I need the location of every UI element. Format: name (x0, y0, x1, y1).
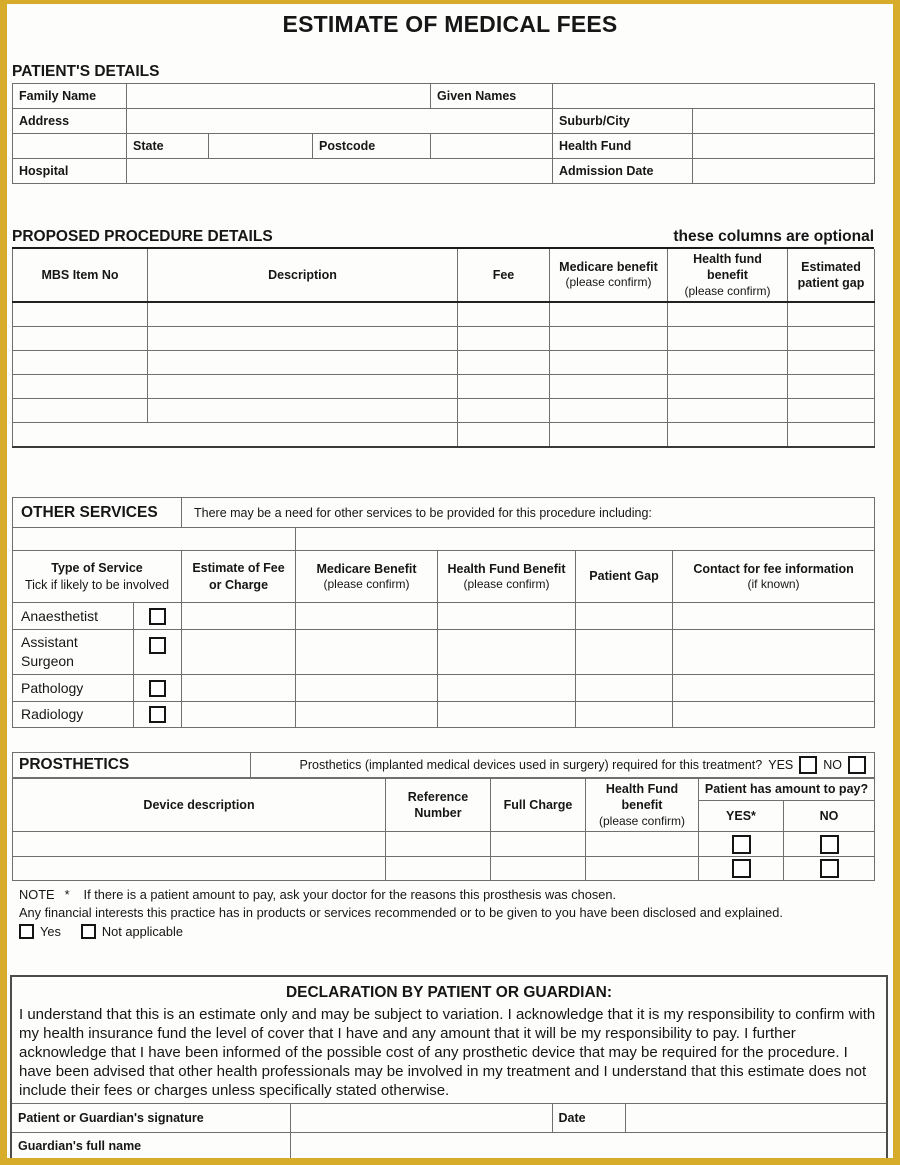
procedure-header-row (13, 249, 875, 302)
procedure-cell[interactable] (788, 326, 875, 350)
procedure-cell[interactable] (788, 374, 875, 398)
pay-yes-checkbox[interactable] (732, 835, 751, 854)
radiology-tick-cell[interactable] (134, 702, 182, 728)
procedure-cell[interactable] (458, 422, 550, 447)
postcode-label: Postcode (313, 134, 431, 159)
other-services-intro: There may be a need for other services to be provided for this procedure including: (182, 498, 875, 528)
note-text: If there is a patient amount to pay, ask your doctor for the reasons this prosthesis was chosen. (83, 887, 617, 903)
prosthetics-no-label: NO (823, 758, 842, 773)
anaesthetist-healthfund-cell[interactable] (438, 603, 576, 630)
prosthetics-row (13, 857, 875, 881)
financial-interests-choices (12, 924, 888, 939)
prosthetics-heading: PROSTHETICS (13, 753, 251, 778)
full-charge-cell[interactable] (491, 832, 586, 857)
radiology-medicare-cell[interactable] (296, 702, 438, 728)
anaesthetist-gap-cell[interactable] (576, 603, 673, 630)
reference-number-cell[interactable] (386, 857, 491, 881)
pay-no-cell[interactable] (784, 832, 875, 857)
procedure-heading-row (12, 228, 874, 249)
signature-label: Patient or Guardian's signature (12, 1104, 290, 1133)
pros-health-fund-cell[interactable] (586, 832, 699, 857)
full-charge-header: Full Charge (491, 779, 586, 832)
date-label: Date (552, 1104, 625, 1133)
pros-health-fund-header: Health Fund benefit (please confirm) (586, 779, 699, 832)
given-names-input[interactable] (553, 84, 875, 109)
procedure-table (12, 249, 875, 448)
pathology-tick-cell[interactable] (134, 675, 182, 702)
anaesthetist-contact-cell[interactable] (673, 603, 875, 630)
procedure-cell[interactable] (13, 302, 148, 326)
hospital-label: Hospital (13, 159, 127, 184)
procedure-cell[interactable] (788, 398, 875, 422)
other-services-heading: OTHER SERVICES (13, 498, 182, 528)
health-fund-input[interactable] (693, 134, 875, 159)
pay-yes-cell[interactable] (699, 832, 784, 857)
procedure-cell[interactable] (550, 326, 668, 350)
pathology-checkbox[interactable] (149, 680, 166, 697)
description-header: Description (148, 249, 458, 302)
pathology-contact-cell[interactable] (673, 675, 875, 702)
radiology-healthfund-cell[interactable] (438, 702, 576, 728)
radiology-checkbox[interactable] (149, 706, 166, 723)
postcode-input[interactable] (431, 134, 553, 159)
procedure-row (13, 422, 875, 447)
contact-fee-info-header: Contact for fee information (if known) (673, 551, 875, 603)
procedure-cell[interactable] (668, 398, 788, 422)
financial-not-applicable-label: Not applicable (101, 924, 183, 940)
procedure-cell[interactable] (458, 350, 550, 374)
procedure-cell[interactable] (668, 350, 788, 374)
procedure-cell[interactable] (458, 398, 550, 422)
assistant-surgeon-tick-cell[interactable] (134, 630, 182, 675)
prosthetics-title-row (13, 753, 875, 778)
other-services-table (12, 497, 875, 728)
procedure-cell[interactable] (668, 326, 788, 350)
admission-date-label: Admission Date (553, 159, 693, 184)
pay-no-header: NO (784, 801, 875, 832)
pathology-estimate-cell[interactable] (182, 675, 296, 702)
table-row (13, 109, 875, 134)
health-fund-label: Health Fund (553, 134, 693, 159)
service-row-assistant-surgeon (13, 630, 875, 675)
assistant-surgeon-label: Assistant Surgeon (13, 630, 134, 675)
prosthetics-yes-label: YES (768, 758, 794, 773)
procedure-cell[interactable] (148, 302, 458, 326)
patient-gap-header: Patient Gap (576, 551, 673, 603)
pros-health-fund-cell[interactable] (586, 857, 699, 881)
os-health-fund-benefit-header: Health Fund Benefit (please confirm) (438, 551, 576, 603)
procedure-cell[interactable] (148, 398, 458, 422)
reference-number-header: Reference Number (386, 779, 491, 832)
radiology-estimate-cell[interactable] (182, 702, 296, 728)
procedure-cell[interactable] (788, 422, 875, 447)
anaesthetist-estimate-cell[interactable] (182, 603, 296, 630)
procedure-cell[interactable] (13, 326, 148, 350)
table-row (13, 84, 875, 109)
prosthetics-question: Prosthetics (implanted medical devices used in surgery) required for this treatment? (299, 758, 763, 773)
mbs-item-no-header: MBS Item No (13, 249, 148, 302)
guardian-name-row (12, 1133, 886, 1159)
spacer-cell (296, 528, 875, 551)
procedure-row (13, 302, 875, 326)
service-row-radiology (13, 702, 875, 728)
service-row-anaesthetist (13, 603, 875, 630)
procedure-heading: PROPOSED PROCEDURE DETAILS (12, 228, 273, 245)
table-row (13, 159, 875, 184)
type-of-service-header: Type of Service Tick if likely to be involved (13, 551, 182, 603)
address-input[interactable] (127, 109, 553, 134)
guardian-name-input[interactable] (290, 1133, 886, 1159)
patient-pay-question-header: Patient has amount to pay? (699, 779, 875, 801)
financial-yes-checkbox[interactable] (19, 924, 34, 939)
procedure-cell[interactable] (458, 326, 550, 350)
optional-columns-note: these columns are optional (673, 228, 874, 245)
hospital-input[interactable] (127, 159, 553, 184)
declaration-paragraph: I understand that this is an estimate only and may be subject to variation. I acknowledge that it is my responsibility to confirm with my health insurance fund the level of cover that I have and any amount that it will be my responsibility to pay. I further acknowledge that I have been informed of the possible cost of any prosthetic device that may be required for the procedure. I have been advised that other health professionals may be involved in my treatment and I understand that this estimate does not include their fees or charges unless specifically stated otherwise. (19, 1006, 876, 1100)
admission-date-input[interactable] (693, 159, 875, 184)
address-label: Address (13, 109, 127, 134)
page-title: ESTIMATE OF MEDICAL FEES (282, 11, 618, 37)
device-description-cell[interactable] (13, 832, 386, 857)
procedure-cell[interactable] (550, 374, 668, 398)
reference-number-cell[interactable] (386, 832, 491, 857)
signature-input[interactable] (290, 1104, 552, 1133)
anaesthetist-tick-cell[interactable] (134, 603, 182, 630)
anaesthetist-medicare-cell[interactable] (296, 603, 438, 630)
os-medicare-benefit-header: Medicare Benefit (please confirm) (296, 551, 438, 603)
procedure-row (13, 374, 875, 398)
prosthetics-question-cell (251, 753, 875, 778)
fee-header: Fee (458, 249, 550, 302)
family-name-input[interactable] (127, 84, 431, 109)
declaration-signature-table (12, 1103, 886, 1159)
given-names-label: Given Names (431, 84, 553, 109)
patient-details-heading: PATIENT'S DETAILS (12, 63, 160, 80)
estimated-patient-gap-header: Estimated patient gap (788, 249, 875, 302)
procedure-cell[interactable] (550, 422, 668, 447)
pathology-healthfund-cell[interactable] (438, 675, 576, 702)
table-row (13, 134, 875, 159)
pay-no-checkbox[interactable] (820, 859, 839, 878)
pay-yes-checkbox[interactable] (732, 859, 751, 878)
pay-yes-cell[interactable] (699, 857, 784, 881)
device-description-header: Device description (13, 779, 386, 832)
declaration-heading: DECLARATION BY PATIENT OR GUARDIAN: (285, 984, 613, 1002)
suburb-city-input[interactable] (693, 109, 875, 134)
anaesthetist-label: Anaesthetist (13, 603, 134, 630)
procedure-cell[interactable] (788, 302, 875, 326)
note-asterisk: * (64, 887, 70, 903)
family-name-label: Family Name (13, 84, 127, 109)
estimate-fee-header: Estimate of Fee or Charge (182, 551, 296, 603)
state-label: State (127, 134, 209, 159)
procedure-row (13, 350, 875, 374)
note-label: NOTE (19, 887, 55, 903)
date-input[interactable] (625, 1104, 886, 1133)
procedure-cell[interactable] (13, 422, 458, 447)
assistant-surgeon-healthfund-cell[interactable] (438, 630, 576, 675)
other-services-title-row (13, 498, 875, 528)
prosthetics-table (12, 778, 875, 881)
procedure-cell[interactable] (148, 350, 458, 374)
procedure-cell[interactable] (668, 374, 788, 398)
procedure-row (13, 398, 875, 422)
pathology-medicare-cell[interactable] (296, 675, 438, 702)
other-services-header-row (13, 551, 875, 603)
procedure-cell[interactable] (550, 350, 668, 374)
radiology-contact-cell[interactable] (673, 702, 875, 728)
financial-yes-label: Yes (40, 924, 61, 940)
signature-row (12, 1104, 886, 1133)
declaration-box (10, 975, 888, 1165)
radiology-label: Radiology (13, 702, 134, 728)
prosthetics-header-row (13, 779, 875, 801)
assistant-surgeon-checkbox[interactable] (149, 637, 166, 654)
procedure-cell[interactable] (550, 398, 668, 422)
procedure-cell[interactable] (668, 422, 788, 447)
pathology-gap-cell[interactable] (576, 675, 673, 702)
procedure-cell[interactable] (13, 350, 148, 374)
prosthetics-title-table (12, 752, 875, 778)
state-input[interactable] (209, 134, 313, 159)
procedure-cell[interactable] (550, 302, 668, 326)
medicare-benefit-header: Medicare benefit (please confirm) (550, 249, 668, 302)
assistant-surgeon-medicare-cell[interactable] (296, 630, 438, 675)
financial-interests-text: Any financial interests this practice has in products or services recommended or to be given to you have been disclosed and explained. (19, 905, 783, 921)
pay-yes-header: YES* (699, 801, 784, 832)
procedure-cell[interactable] (668, 302, 788, 326)
procedure-cell[interactable] (13, 374, 148, 398)
guardian-name-label: Guardian's full name (12, 1133, 290, 1159)
note-line (12, 887, 888, 902)
other-services-spacer-row (13, 528, 875, 551)
pay-no-cell[interactable] (784, 857, 875, 881)
assistant-surgeon-estimate-cell[interactable] (182, 630, 296, 675)
address-cont-input[interactable] (13, 134, 127, 159)
anaesthetist-checkbox[interactable] (149, 608, 166, 625)
procedure-cell[interactable] (148, 326, 458, 350)
patient-details-table (12, 83, 875, 184)
procedure-cell[interactable] (458, 302, 550, 326)
device-description-cell[interactable] (13, 857, 386, 881)
financial-not-applicable-checkbox[interactable] (81, 924, 96, 939)
prosthetics-no-checkbox[interactable] (848, 756, 866, 774)
procedure-cell[interactable] (148, 374, 458, 398)
assistant-surgeon-contact-cell[interactable] (673, 630, 875, 675)
assistant-surgeon-gap-cell[interactable] (576, 630, 673, 675)
full-charge-cell[interactable] (491, 857, 586, 881)
pay-no-checkbox[interactable] (820, 835, 839, 854)
health-fund-benefit-header: Health fund benefit (please confirm) (668, 249, 788, 302)
prosthetics-yes-checkbox[interactable] (799, 756, 817, 774)
procedure-cell[interactable] (788, 350, 875, 374)
spacer-cell (13, 528, 296, 551)
suburb-city-label: Suburb/City (553, 109, 693, 134)
procedure-cell[interactable] (458, 374, 550, 398)
procedure-row (13, 326, 875, 350)
procedure-cell[interactable] (13, 398, 148, 422)
prosthetics-row (13, 832, 875, 857)
pathology-label: Pathology (13, 675, 134, 702)
service-row-pathology (13, 675, 875, 702)
radiology-gap-cell[interactable] (576, 702, 673, 728)
